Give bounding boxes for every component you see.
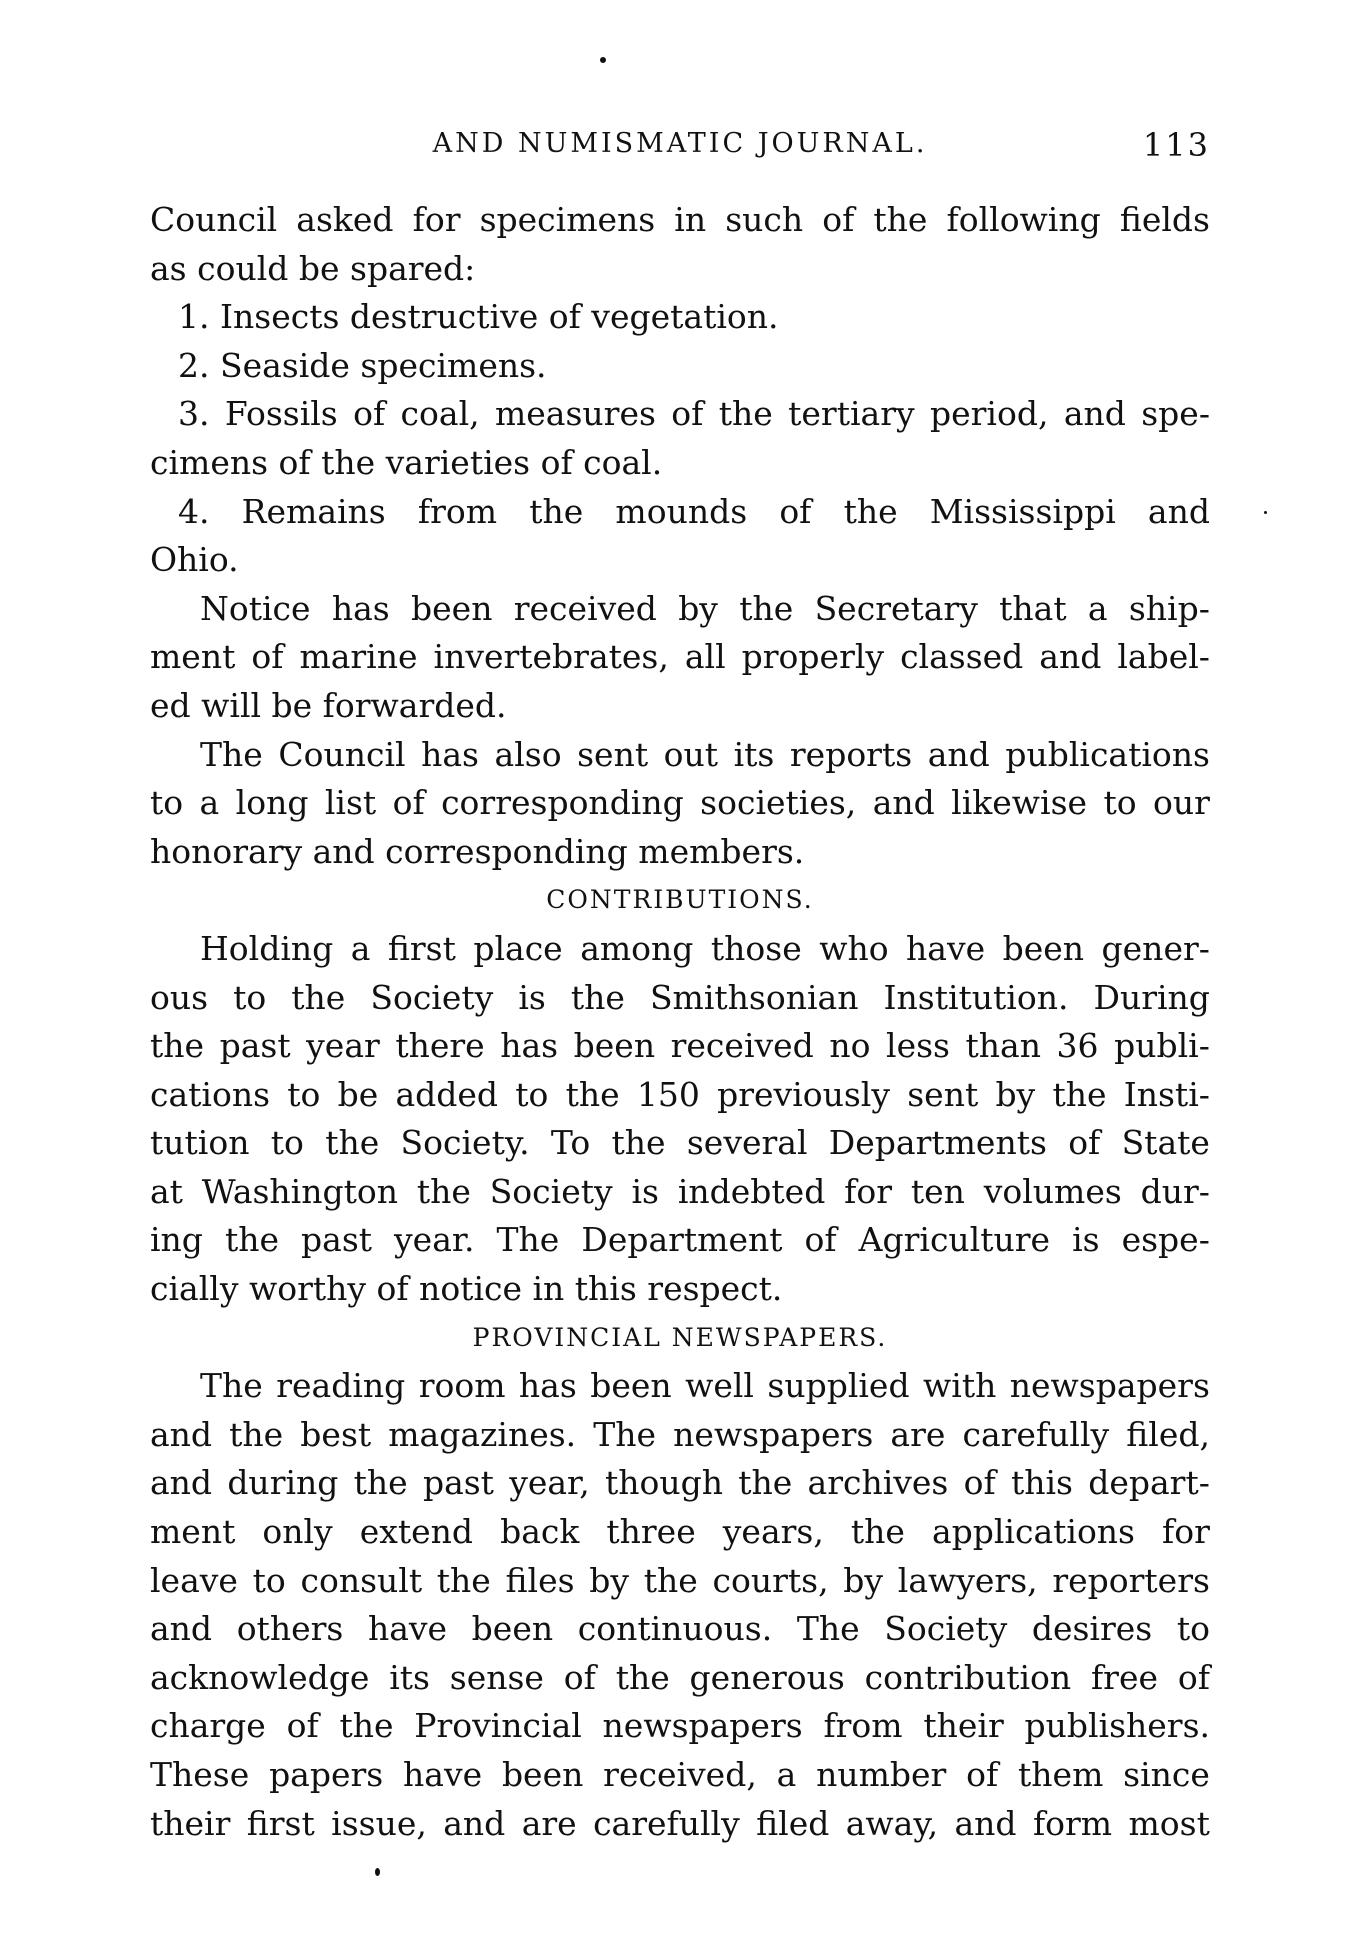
body-text	[150, 196, 1210, 1848]
text-line: 2. Seaside specimens.	[178, 345, 547, 385]
text-line: the past year there has been received no less than 36 publi-	[150, 1026, 1210, 1066]
text-line: as could be spared:	[150, 248, 476, 288]
text-line: 3. Fossils of coal, measures of the tertiary period, and spe-	[178, 394, 1210, 434]
text-line: and others have been continuous. The Society desires to	[150, 1609, 1210, 1649]
text-line: and the best magazines. The newspapers are carefully filed,	[150, 1414, 1210, 1454]
text-line: These papers have been received, a number of them since	[150, 1755, 1210, 1794]
text-line: The reading room has been well supplied with newspapers	[200, 1366, 1210, 1406]
text-line: Holding a first place among those who have been gener-	[200, 928, 1210, 968]
text-line: cations to be added to the 150 previously sent by the Insti-	[150, 1074, 1210, 1114]
text-line: leave to consult the files by the courts, by lawyers, reporters	[150, 1560, 1210, 1600]
text-line: ous to the Society is the Smithsonian Institution. During	[150, 977, 1210, 1017]
print-speck-top	[600, 57, 606, 63]
text-line: Notice has been received by the Secretary that a ship-	[200, 588, 1210, 628]
text-line: charge of the Provincial newspapers from their publishers.	[150, 1706, 1210, 1746]
text-line: Council asked for specimens in such of the following fields	[150, 200, 1210, 239]
text-line: 4. Remains from the mounds of the Mississippi and	[178, 491, 1210, 531]
text-line: ed will be forwarded.	[150, 685, 507, 725]
print-speck-right	[1264, 511, 1267, 514]
text-line: ing the past year. The Department of Agriculture is espe-	[150, 1220, 1210, 1260]
page-header	[150, 128, 1210, 168]
text-line: and during the past year, though the archives of this depart-	[150, 1463, 1210, 1503]
text-line: ment of marine invertebrates, all properly classed and label-	[150, 637, 1210, 677]
text-line: ment only extend back three years, the applications for	[150, 1512, 1210, 1552]
text-line: Ohio.	[150, 540, 239, 580]
text-line: 1. Insects destructive of vegetation.	[178, 297, 779, 337]
running-head: AND NUMISMATIC JOURNAL.	[432, 128, 928, 159]
print-speck-bottom	[375, 1868, 380, 1876]
text-line: tution to the Society. To the several Departments of State	[150, 1123, 1210, 1163]
text-line: The Council has also sent out its reports and publications	[200, 734, 1210, 774]
text-line: their first issue, and are carefully filed away, and form most	[150, 1803, 1210, 1843]
text-line: cimens of the varieties of coal.	[150, 442, 663, 482]
text-line: acknowledge its sense of the generous contribution free of	[150, 1657, 1210, 1697]
text-line: at Washington the Society is indebted for ten volumes dur-	[150, 1171, 1210, 1211]
page-number: 113	[1142, 126, 1210, 164]
section-heading: PROVINCIAL NEWSPAPERS.	[472, 1322, 888, 1352]
text-line: honorary and corresponding members.	[150, 831, 805, 871]
text-line: cially worthy of notice in this respect.	[150, 1269, 783, 1309]
section-heading: CONTRIBUTIONS.	[546, 885, 814, 915]
text-line: to a long list of corresponding societies, and likewise to our	[150, 783, 1210, 823]
